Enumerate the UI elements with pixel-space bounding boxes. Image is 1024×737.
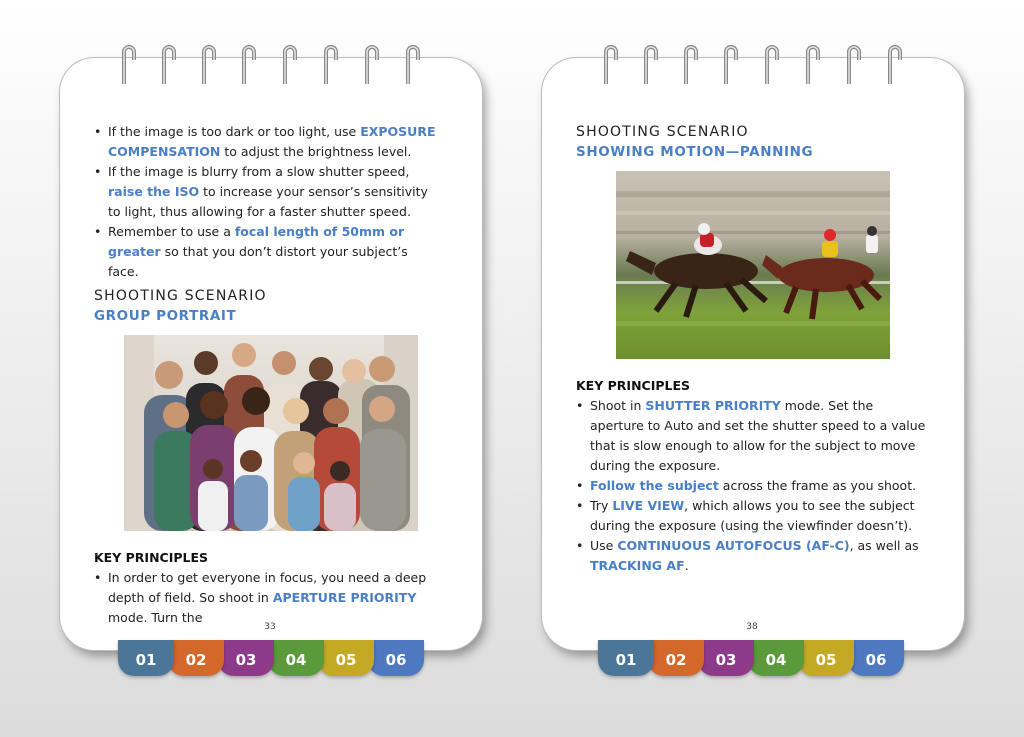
list-item <box>576 536 928 576</box>
spiral-binding-ring-icon <box>804 38 822 86</box>
text-run: mode. Set the aperture to Auto and set the shutter speed to a value that is slow enough to allow for the subject to move during the exposure. <box>590 398 926 473</box>
tab-01[interactable]: 01 <box>598 640 654 676</box>
key-principles-list <box>94 568 440 628</box>
left-page <box>60 58 482 650</box>
highlighted-term: raise the ISO <box>108 184 200 199</box>
spiral-binding-ring-icon <box>682 38 700 86</box>
scenario-title: SHOWING MOTION—PANNING <box>576 144 814 160</box>
spiral-binding-ring-icon <box>281 38 299 86</box>
right-page <box>542 58 964 650</box>
highlighted-term: CONTINUOUS AUTOFOCUS (AF-C) <box>617 538 850 553</box>
text-run: , which allows you to see the subject during the exposure (using the viewfinder doesn’t). <box>590 498 915 533</box>
highlighted-term: Follow the subject <box>590 478 719 493</box>
list-item <box>576 496 928 536</box>
spiral-binding-ring-icon <box>722 38 740 86</box>
page-number: 33 <box>264 622 276 632</box>
spiral-binding-ring-icon <box>763 38 781 86</box>
tab-03[interactable]: 03 <box>218 640 274 676</box>
horse-racing-panning-photo <box>616 171 890 359</box>
text-run: If the image is too dark or too light, use <box>108 124 361 139</box>
tab-02[interactable]: 02 <box>168 640 224 676</box>
tab-03[interactable]: 03 <box>698 640 754 676</box>
scenario-label: SHOOTING SCENARIO <box>576 124 749 140</box>
tab-01[interactable]: 01 <box>118 640 174 676</box>
text-run: Shoot in <box>590 398 646 413</box>
spiral-binding-ring-icon <box>322 38 340 86</box>
spiral-binding-ring-icon <box>160 38 178 86</box>
text-run: If the image is blurry from a slow shutter speed, <box>108 164 410 179</box>
left-spiral-binding <box>118 38 438 88</box>
list-item <box>94 162 440 222</box>
text-run: to increase your sensor’s sensitivity to light, thus allowing for a faster shutter speed. <box>108 184 428 219</box>
tab-04[interactable]: 04 <box>268 640 324 676</box>
highlighted-term: LIVE VIEW <box>612 498 685 513</box>
spiral-binding-ring-icon <box>363 38 381 86</box>
text-run: . <box>684 558 689 573</box>
spiral-binding-ring-icon <box>240 38 258 86</box>
spiral-binding-ring-icon <box>120 38 138 86</box>
list-item <box>94 568 440 628</box>
list-item <box>576 396 928 476</box>
spiral-binding-ring-icon <box>845 38 863 86</box>
spiral-binding-ring-icon <box>886 38 904 86</box>
key-principles-heading: KEY PRINCIPLES <box>576 378 691 393</box>
highlighted-term: EXPOSURE COMPENSATION <box>108 124 436 159</box>
right-section-tabs <box>598 640 918 678</box>
spiral-binding-ring-icon <box>642 38 660 86</box>
key-principles-list <box>576 396 928 576</box>
text-run: so that you don’t distort your subject’s face. <box>108 244 408 279</box>
tab-06[interactable]: 06 <box>368 640 424 676</box>
text-run: Try <box>590 498 613 513</box>
text-run: mode. Turn the <box>108 610 203 625</box>
key-principles-heading: KEY PRINCIPLES <box>94 550 209 565</box>
page-number: 38 <box>746 622 758 632</box>
left-section-tabs <box>118 640 438 678</box>
text-run: to adjust the brightness level. <box>220 144 412 159</box>
tips-list <box>94 122 440 282</box>
tab-04[interactable]: 04 <box>748 640 804 676</box>
text-run: In order to get everyone in focus, you need a deep depth of field. So shoot in <box>108 570 427 605</box>
tab-05[interactable]: 05 <box>798 640 854 676</box>
tab-02[interactable]: 02 <box>648 640 704 676</box>
spiral-binding-ring-icon <box>602 38 620 86</box>
scenario-title: GROUP PORTRAIT <box>94 308 237 324</box>
text-run: , as well as <box>849 538 919 553</box>
scenario-label: SHOOTING SCENARIO <box>94 288 267 304</box>
tab-06[interactable]: 06 <box>848 640 904 676</box>
list-item <box>94 222 440 282</box>
highlighted-term: TRACKING AF <box>590 558 685 573</box>
highlighted-term: focal length of 50mm or greater <box>108 224 405 259</box>
tab-05[interactable]: 05 <box>318 640 374 676</box>
right-spiral-binding <box>600 38 920 88</box>
text-run: Use <box>590 538 618 553</box>
list-item <box>94 122 440 162</box>
group-portrait-photo <box>124 335 418 531</box>
list-item <box>576 476 928 496</box>
highlighted-term: SHUTTER PRIORITY <box>645 398 781 413</box>
spiral-binding-ring-icon <box>404 38 422 86</box>
spiral-binding-ring-icon <box>200 38 218 86</box>
text-run: across the frame as you shoot. <box>718 478 917 493</box>
text-run: Remember to use a <box>108 224 235 239</box>
highlighted-term: APERTURE PRIORITY <box>272 590 417 605</box>
